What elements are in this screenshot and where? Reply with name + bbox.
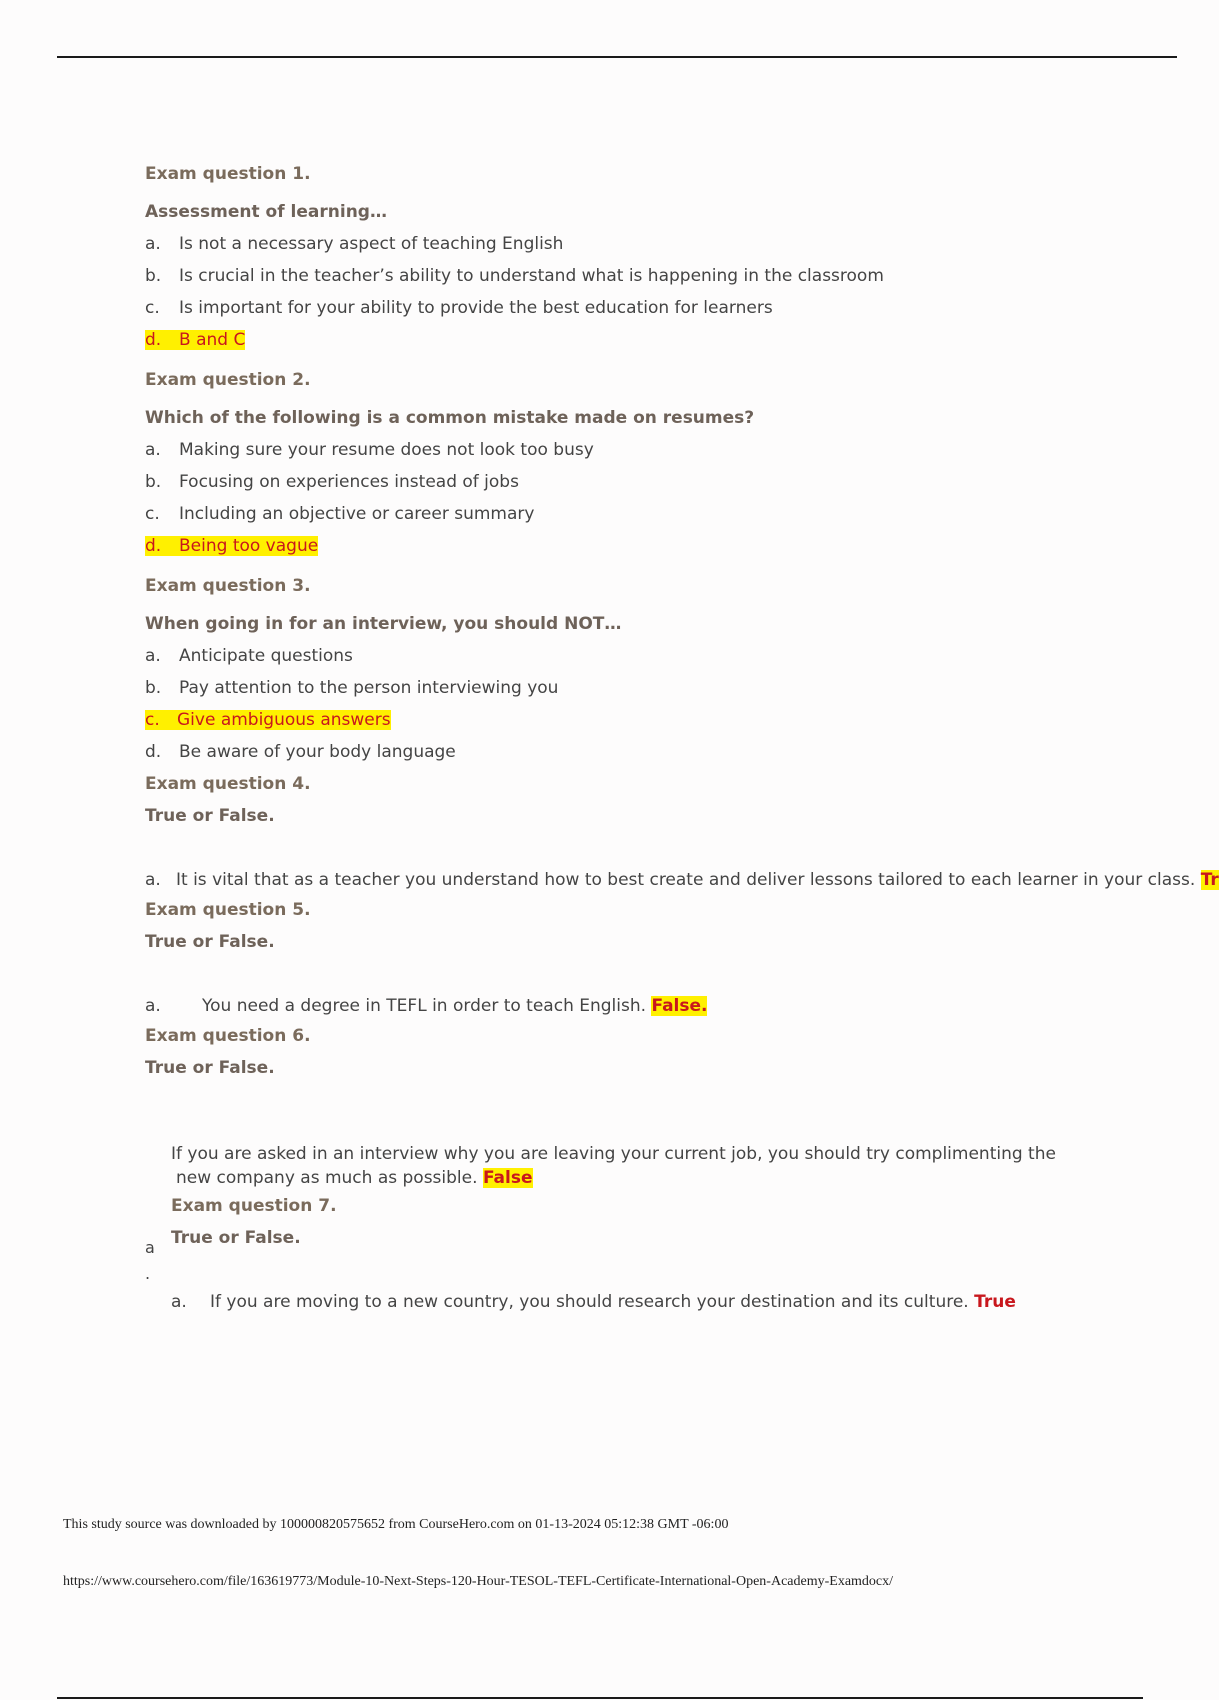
question-7-stem: True or False.	[171, 1228, 301, 1248]
question-6-title: Exam question 6.	[145, 1026, 311, 1046]
question-6-statement: If you are asked in an interview why you are leaving your current job, you should try complimenting the new company as much as possible. False	[171, 1144, 1056, 1188]
question-5-answer: False.	[651, 996, 708, 1016]
question-3-title: Exam question 3.	[145, 576, 311, 596]
question-1-option-b: b. Is crucial in the teacher’s ability to understand what is happening in the classroom	[145, 266, 884, 286]
stray-letter-a: a	[145, 1238, 155, 1257]
question-4-answer: Tr	[1200, 870, 1219, 890]
question-5-title: Exam question 5.	[145, 900, 311, 920]
question-3-option-b: b. Pay attention to the person interviewing you	[145, 678, 559, 698]
question-6-answer: False	[482, 1168, 533, 1188]
exam-content	[145, 164, 1219, 1312]
question-6-stem: True or False.	[145, 1058, 275, 1078]
bottom-rule	[57, 1697, 1143, 1699]
question-3-option-a: a. Anticipate questions	[145, 646, 353, 666]
question-4-title: Exam question 4.	[145, 774, 311, 794]
question-1-stem: Assessment of learning…	[145, 202, 387, 222]
question-2-option-b: b. Focusing on experiences instead of jobs	[145, 472, 519, 492]
question-7-statement: a. If you are moving to a new country, you should research your destination and its culture. True	[171, 1292, 1016, 1312]
top-rule	[57, 56, 1177, 58]
question-1-option-a: a. Is not a necessary aspect of teaching English	[145, 234, 564, 254]
question-1-title: Exam question 1.	[145, 164, 311, 184]
question-2-title: Exam question 2.	[145, 370, 311, 390]
question-2-option-d-answer: d. Being too vague	[145, 536, 319, 556]
question-3-option-d: d. Be aware of your body language	[145, 742, 456, 762]
download-source-note: This study source was downloaded by 100000820575652 from CourseHero.com on 01-13-2024 05:12:38 GMT -06:00	[63, 1517, 729, 1532]
question-2-option-c: c. Including an objective or career summary	[145, 504, 535, 524]
question-5-statement: a. You need a degree in TEFL in order to teach English. False.	[145, 996, 708, 1016]
question-2-stem: Which of the following is a common mistake made on resumes?	[145, 408, 755, 428]
question-2-option-a: a. Making sure your resume does not look too busy	[145, 440, 594, 460]
question-7-title: Exam question 7.	[171, 1196, 337, 1216]
stray-dot: .	[145, 1264, 151, 1283]
question-3-stem: When going in for an interview, you should NOT…	[145, 614, 622, 634]
question-1-option-c: c. Is important for your ability to provide the best education for learners	[145, 298, 773, 318]
question-7-answer: True	[974, 1292, 1016, 1312]
question-5-stem: True or False.	[145, 932, 275, 952]
question-4-statement: a. It is vital that as a teacher you understand how to best create and deliver lessons tailored to each learner in your class. Tr	[145, 870, 1219, 890]
source-url: https://www.coursehero.com/file/163619773/Module-10-Next-Steps-120-Hour-TESOL-TEFL-Certificate-International-Open-Academy-Examdocx/	[63, 1574, 894, 1589]
question-4-stem: True or False.	[145, 806, 275, 826]
question-1-option-d-answer: d. B and C	[145, 330, 246, 350]
question-3-option-c-answer: c. Give ambiguous answers	[145, 710, 391, 730]
